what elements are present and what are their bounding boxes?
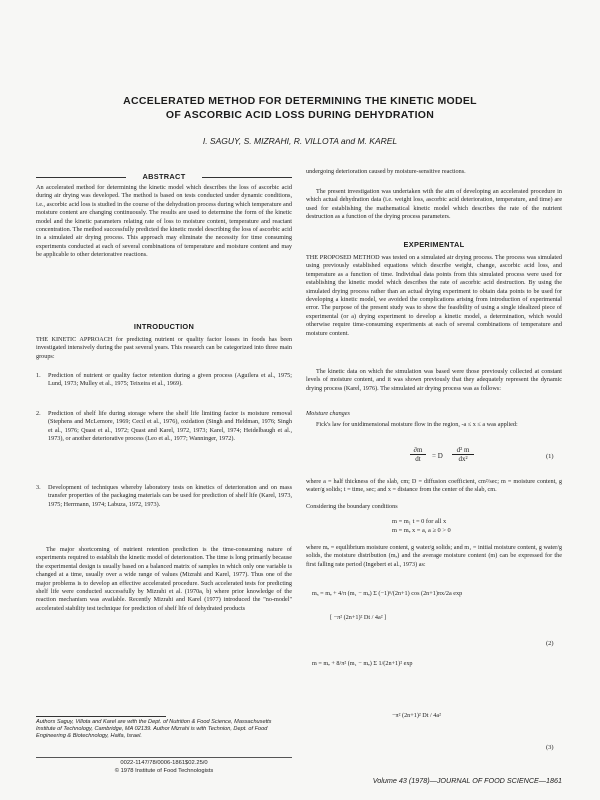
page-footer: Volume 43 (1978)—JOURNAL OF FOOD SCIENCE—1861 [372,776,562,785]
list-item-text: Prediction of nutrient or quality factor retention during a given process (Aguilera et al., 1975; Lund, 1973; Mulley et al., 1975; Teixeira et al., 1969). [48,372,292,388]
right-p2: The present investigation was undertaken with the aim of developing an accelerated procedure in which actual dehydration data (i.e. weight loss, ascorbic acid deterioration, temperature, and time) are used for establishing the mathematical kinetic model which describes the rate of the nutrient destruction as a function of the drying process parameters. [306,188,562,221]
eq3-line2: −π² (2n+1)² Dt / 4a² [392,712,442,719]
boundary-condition-1: m = m₁ t = 0 for all x [392,518,447,525]
eq1-rhs-den: dx² [458,455,468,463]
right-paragraph-1 [306,168,562,176]
list-item-number: 3. [36,484,41,491]
right-p1: undergoing deterioration caused by moisture-sensitive reactions. [306,168,466,175]
eq1-lhs [410,446,426,463]
paper-title-line1: ACCELERATED METHOD FOR DETERMINING THE KINETIC MODEL [123,95,477,107]
abstract-rule-left [36,177,126,178]
right-paragraph-2 [306,188,562,222]
boundary-condition-2: m = mₑ x = a, a ≥ 0 > 0 [392,527,451,534]
intro-list [36,372,292,547]
right-p4: The kinetic data on which the simulation was based were those previously collected at constant levels of moisture content, and it was shown previously that they adequately represent the dynamic drying process (Karel, 1976). The simulated air drying process was as follows: [306,368,562,392]
right-paragraph-6 [306,478,562,495]
right-p6: where a = half thickness of the slab, cm; D = diffusion coefficient, cm²/sec; m = moisture content, g water/g solids; t = time, sec; and x = distance from the center of the slab, cm. [306,478,562,494]
eq1-lhs-den: dt [415,455,421,463]
intro-p2: The major shortcoming of nutrient retention prediction is the time-consuming nature of experiments required to establish the kinetic model of deterioration. The time is long primarily because the experimental design is usually based on a balanced matrix of samples in which only one variable is changed at a time, usually over a wide range of values (Mizrahi and Karel, 1977). Thus one of the major problems is to develop an effective accelerated procedure. Such accelerated tests for predicting shelf life were conducted successfully by Mizrahi et al. (1970a, b) where prior knowledge of the reaction mechanism was available. Recently Mizrahi and Karel (1977) introduced the "no-model" accelerated stability test technique for prediction of shelf life of dehydrated products [36,546,292,612]
eq2-line1: mₓ = mₑ + 4/π (m₁ − mₑ) Σ (−1)ⁿ/(2n+1) cos (2n+1)πx/2a exp [312,590,463,597]
copyright-line-2: © 1978 Institute of Food Technologists [114,767,214,774]
right-paragraph-3 [306,254,562,338]
moisture-changes-label: Moisture changes [306,410,350,417]
list-item-text: Prediction of shelf life during storage where the shelf life limiting factor is moisture removal (Stephens and McLemore, 1969; Cecil et al., 1976), oxidation (Singh and Heldman, 1976; Singh et al., 1976; Quast et al., 1972; Quast and Karel, 1972, 1973; Karel, 1974; Heidelbaugh et al., 1973), or another deteriorative process (Leo et al., 1977; Wanninger, 1972). [48,410,292,443]
abstract-heading: ABSTRACT [142,172,186,181]
eq3-number: (3) [546,744,554,751]
eq1-mid: = D [432,452,443,460]
abstract-text [36,184,292,260]
eq1-rhs [452,446,474,463]
eq2-line2: [ −π² (2n+1)² Dt / 4a² ] [330,614,387,621]
intro-paragraph-1 [36,336,292,361]
authors: I. SAGUY, S. MIZRAHI, R. VILLOTA and M. KAREL [202,136,398,146]
list-item-number: 2. [36,410,41,417]
experimental-heading: EXPERIMENTAL [403,240,465,249]
right-paragraph-7 [306,503,562,511]
eq2-number: (2) [546,640,554,647]
abstract-paragraph: An accelerated method for determining the kinetic model which describes the loss of ascorbic acid during air drying was developed. The method is based on tests conducted under dynamic conditions, i.e., ascorbic acid loss is studied in the course of the dehydration process during which temperature and moisture content are changing continuously. The results are used to determine the form of the kinetic model and the kinetic parameters relating rate of loss to moisture content, temperature and reactant concentration. The method successfully predicted the kinetic model describing the loss of ascorbic acid in a simulated air drying process. This approach may eliminate the necessity for time consuming experiments conducted at each of several combinations of temperature and moisture content and may be applicable to other deteriorative reactions. [36,184,292,259]
abstract-rule-right [202,177,292,178]
intro-paragraph-2 [36,546,292,613]
right-p3: THE PROPOSED METHOD was tested on a simulated air drying process. The process was simulated using previously established equations which describe weight, change, ascorbic acid loss, and temperature as a function of time. Individual data points from this simulated process were used for establishing the kinetic model which describes the rate of ascorbic acid destruction. By using the simulated drying process rather than an actual drying experiment to obtain data points to be used for developing a kinetic model, we avoided the complications arising from introduction of experimental error. The purpose of the present study was to show the feasibility of using a single idealized piece of experimental (or a) drying experiment to develop a kinetic model, a determination, which would otherwise require time-consuming experiments at each of several combinations of temperature and moisture content. [306,254,562,337]
copyright [36,760,292,775]
intro-p1: THE KINETIC APPROACH for predicting nutrient or quality factor losses in foods has been investigated intensively during the past several years. This research can be categorized into three main groups: [36,336,292,360]
eq3-line1: m = mₑ + 8/π² (m₁ − mₑ) Σ 1/(2n+1)² exp [312,660,413,667]
footnote: Authors Saguy, Villota and Karel are with the Dept. of Nutrition & Food Science, Massachusetts Institute of Technology, Cambridge, MA 02139. Author Mizrahi is with Technion, Dept. of Food Engineering & Biotechnology, Haifa, Israel. [36,719,272,740]
paper-title-line2: OF ASCORBIC ACID LOSS DURING DEHYDRATION [165,109,435,121]
right-paragraph-8 [306,544,562,569]
right-p5: Fick's law for unidimensional moisture flow in the region, -a ≤ x ≤ a was applied: [316,421,518,428]
list-item-number: 1. [36,372,41,379]
right-p7: Considering the boundary conditions [306,503,398,510]
copyright-rule [36,757,292,758]
eq1-number: (1) [546,453,554,460]
copyright-line-1: 0022-1147/78/0006-1861$02.25/0 [120,760,208,766]
right-p8: where mₑ = equilibrium moisture content, g water/g solids; and m₁ = initial moisture content, g water/g solids, the moisture distribution (mₓ) and the average moisture content (m) can be expressed for the first falling rate period (Ingebert et al., 1973) as: [306,544,562,568]
list-item-text: Development of techniques whereby laboratory tests on kinetics of deterioration and on mass transfer properties of the packaging materials can be used for prediction of shelf life (Karel, 1973, 1975; Herrmann, 1974; Labuza, 1972, 1973). [48,484,292,508]
right-paragraph-5 [306,421,562,429]
eq1-rhs-num: d² m [452,446,474,455]
introduction-heading: INTRODUCTION [133,322,195,331]
eq1-lhs-num: ∂m [410,446,426,455]
right-paragraph-4 [306,368,562,393]
footnote-rule [36,716,166,717]
